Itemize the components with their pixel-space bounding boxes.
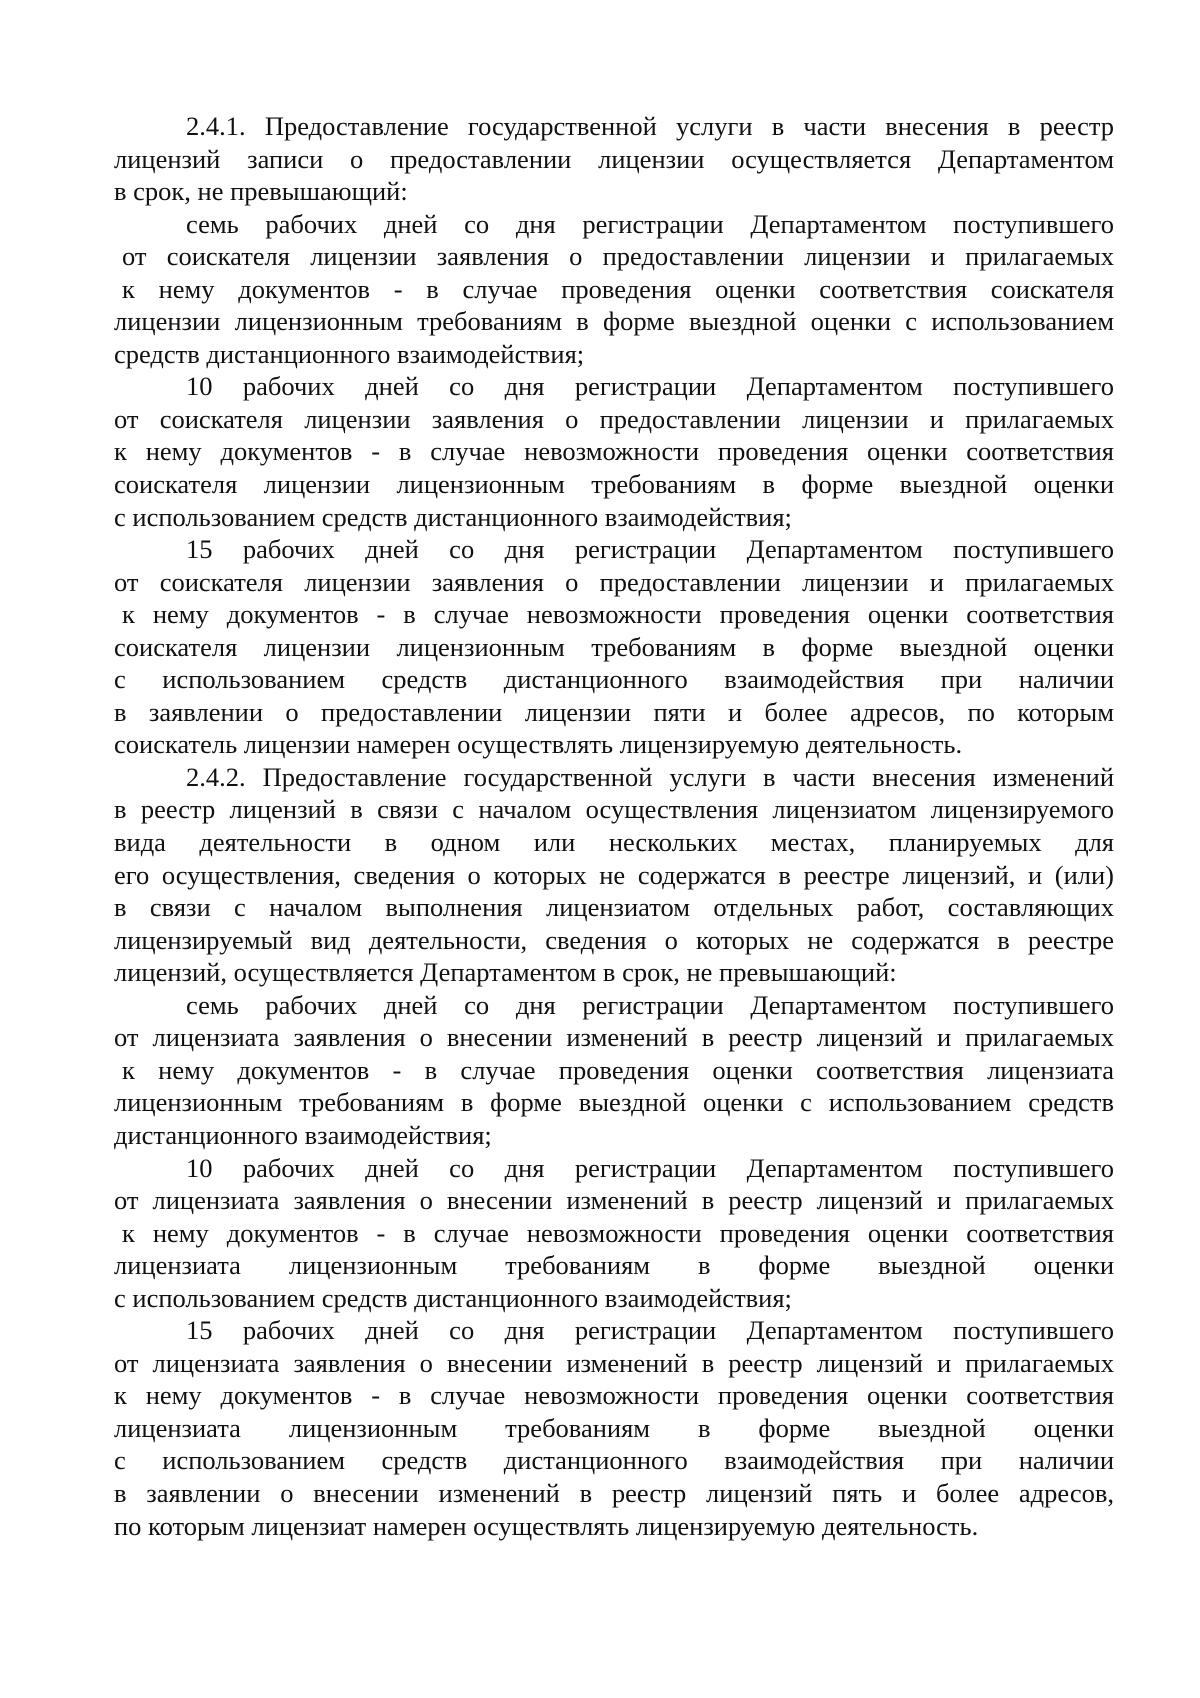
term-fifteen-days-line: к нему документов - в случае невозможности проведения оценки соответствия bbox=[122, 599, 1114, 630]
term-fifteen-days-line: соискатель лицензии намерен осуществлять лицензируемую деятельность. bbox=[114, 729, 963, 760]
change-term-fifteen-days-line: от лицензиата заявления о внесении изменений в реестр лицензий и прилагаемых bbox=[114, 1347, 1114, 1378]
term-fifteen-days-line: в заявлении о предоставлении лицензии пяти и более адресов, по которым bbox=[114, 696, 1114, 727]
paragraph-2-4-2-line: в связи с началом выполнения лицензиатом отдельных работ, составляющих bbox=[114, 892, 1114, 923]
change-term-ten-days-line: от лицензиата заявления о внесении изменений в реестр лицензий и прилагаемых bbox=[114, 1185, 1114, 1216]
paragraph-2-4-2-line: его осуществления, сведения о которых не содержатся в реестре лицензий, и (или) bbox=[114, 859, 1114, 890]
term-fifteen-days-line: с использованием средств дистанционного взаимодействия при наличии bbox=[114, 664, 1114, 695]
paragraph-2-4-2-line: вида деятельности в одном или нескольких местах, планируемых для bbox=[114, 827, 1114, 858]
paragraph-2-4-1-line: в срок, не превышающий: bbox=[114, 176, 408, 207]
term-seven-days-line: от соискателя лицензии заявления о предоставлении лицензии и прилагаемых bbox=[122, 241, 1114, 272]
term-seven-days-line: лицензии лицензионным требованиям в форме выездной оценки с использованием bbox=[114, 306, 1114, 337]
change-term-fifteen-days-line: с использованием средств дистанционного взаимодействия при наличии bbox=[114, 1445, 1114, 1476]
change-term-ten-days-line: к нему документов - в случае невозможности проведения оценки соответствия bbox=[122, 1217, 1114, 1248]
change-term-seven-days-line: семь рабочих дней со дня регистрации Департаментом поступившего bbox=[186, 989, 1114, 1020]
paragraph-2-4-1-line: 2.4.1. Предоставление государственной услуги в части внесения в реестр bbox=[186, 111, 1114, 141]
term-fifteen-days-line: соискателя лицензии лицензионным требованиям в форме выездной оценки bbox=[114, 631, 1114, 662]
change-term-seven-days-line: к нему документов - в случае проведения оценки соответствия лицензиата bbox=[122, 1054, 1114, 1085]
change-term-seven-days-line: от лицензиата заявления о внесении изменений в реестр лицензий и прилагаемых bbox=[114, 1022, 1114, 1053]
change-term-fifteen-days-line: 15 рабочих дней со дня регистрации Департаментом поступившего bbox=[186, 1315, 1114, 1346]
term-fifteen-days-line: 15 рабочих дней со дня регистрации Департаментом поступившего bbox=[186, 534, 1114, 565]
term-ten-days-line: соискателя лицензии лицензионным требованиям в форме выездной оценки bbox=[114, 469, 1114, 500]
change-term-ten-days-line: лицензиата лицензионным требованиям в форме выездной оценки bbox=[114, 1250, 1114, 1281]
change-term-fifteen-days-line: к нему документов - в случае невозможности проведения оценки соответствия bbox=[114, 1380, 1114, 1411]
term-seven-days-line: к нему документов - в случае проведения оценки соответствия соискателя bbox=[122, 273, 1114, 304]
change-term-ten-days-line: с использованием средств дистанционного взаимодействия; bbox=[114, 1282, 792, 1313]
change-term-fifteen-days-line: лицензиата лицензионным требованиям в форме выездной оценки bbox=[114, 1412, 1114, 1443]
term-ten-days-line: 10 рабочих дней со дня регистрации Департаментом поступившего bbox=[186, 371, 1114, 402]
term-seven-days-line: средств дистанционного взаимодействия; bbox=[114, 338, 585, 369]
change-term-fifteen-days-line: по которым лицензиат намерен осуществлять лицензируемую деятельность. bbox=[114, 1510, 979, 1541]
change-term-fifteen-days-line: в заявлении о внесении изменений в реестр лицензий пять и более адресов, bbox=[114, 1477, 1114, 1508]
change-term-ten-days-line: 10 рабочих дней со дня регистрации Департаментом поступившего bbox=[186, 1152, 1114, 1183]
paragraph-2-4-2-line: лицензий, осуществляется Департаментом в срок, не превышающий: bbox=[114, 957, 897, 988]
term-seven-days-line: семь рабочих дней со дня регистрации Департаментом поступившего bbox=[186, 208, 1114, 239]
paragraph-2-4-2-line: в реестр лицензий в связи с началом осуществления лицензиатом лицензируемого bbox=[114, 794, 1114, 825]
change-term-seven-days-line: дистанционного взаимодействия; bbox=[114, 1119, 492, 1150]
paragraph-2-4-2-line: 2.4.2. Предоставление государственной услуги в части внесения изменений bbox=[186, 761, 1114, 792]
term-fifteen-days-line: от соискателя лицензии заявления о предоставлении лицензии и прилагаемых bbox=[114, 566, 1114, 597]
paragraph-2-4-2-line: лицензируемый вид деятельности, сведения о которых не содержатся в реестре bbox=[114, 924, 1114, 955]
term-ten-days-line: от соискателя лицензии заявления о предоставлении лицензии и прилагаемых bbox=[114, 403, 1114, 434]
document-body bbox=[114, 110, 1114, 1542]
term-ten-days-line: с использованием средств дистанционного взаимодействия; bbox=[114, 501, 792, 532]
change-term-seven-days-line: лицензионным требованиям в форме выездной оценки с использованием средств bbox=[114, 1087, 1114, 1118]
paragraph-2-4-1-line: лицензий записи о предоставлении лицензии осуществляется Департаментом bbox=[114, 143, 1114, 174]
term-ten-days-line: к нему документов - в случае невозможности проведения оценки соответствия bbox=[114, 436, 1114, 467]
